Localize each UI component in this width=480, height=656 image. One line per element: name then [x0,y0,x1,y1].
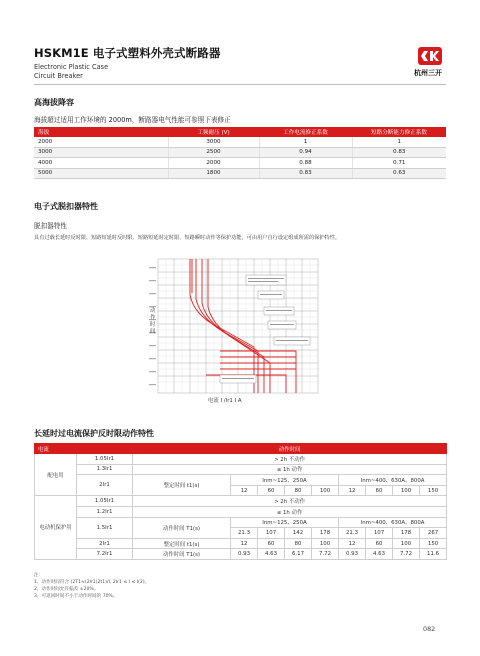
table-cell: 178 [393,528,420,539]
section-title-long-delay: 长延时过电流保护反时限动作特性 [34,429,154,438]
english-subtitle-line2: Circuit Breaker [34,72,83,80]
table-cell: 1.2Ir1 [77,506,133,517]
table-cell: 80 [285,538,312,549]
table-cell: 7.72 [393,549,420,560]
chart-x-axis-label: 电流 I /Ir1 I A [208,398,242,404]
table-cell: 2Ir1 [77,538,133,549]
table-row [35,464,447,475]
table-cell: 7.72 [312,549,339,560]
table-cell: > 2h 不动作 [133,454,447,465]
table-row [35,454,447,465]
table-cell: 100 [393,538,420,549]
table-cell: 107 [258,528,285,539]
table-cell: 142 [285,528,312,539]
table-cell: 1 [259,137,352,147]
table-cell: 11.6 [420,549,447,560]
table-cell: 60 [258,538,285,549]
english-subtitle-line1: Electronic Plastic Case [34,63,109,71]
table-cell: 4000 [34,158,168,169]
table-row [35,496,447,507]
table-cell: 4.63 [258,549,285,560]
table-cell: ≤ 1h 动作 [133,506,447,517]
table-header-row [34,127,446,137]
table-cell: 0.94 [259,147,352,158]
table-cell: 0.83 [259,168,352,179]
table-cell: 1800 [168,168,259,179]
trip-curve-chart [146,255,324,405]
table-row [34,168,446,179]
table-cell: > 2h 不动作 [133,496,447,507]
section-title-release: 电子式脱扣器特性 [34,202,98,211]
table-cell: 1.05Ir1 [77,496,133,507]
table-row [35,517,447,528]
table-cell: ≤ 1h 动作 [133,464,447,475]
company-name: 杭州三开 [414,69,442,77]
row-group-label: 电动机保护用 [35,496,77,560]
note-line: 2、动作时间允许偏差 ±20%。 [34,587,99,592]
table-cell: 0.63 [352,168,446,179]
page-number: 082 [423,625,436,633]
table-cell: 3000 [168,137,259,147]
column-header: 工作电流修正系数 [259,127,352,137]
table-cell: 21.3 [339,528,366,539]
table-cell: Inm~400、630A、800A [339,475,447,486]
table-cell: 1.5Ir1 [77,517,133,538]
table-cell: 107 [366,528,393,539]
table-cell: 2000 [34,137,168,147]
table-cell: 60 [366,538,393,549]
chart-y-axis-label: 动作时间 [150,308,156,335]
note-line: 1、动作时间符合 (2T1≈(2Ir1)2t1)/I, 2Ir1 ≤ I ≤ I(2)。 [34,580,150,585]
table-cell: Inm~400、630A、800A [339,517,447,528]
table-cell: 0.71 [352,158,446,169]
table-cell: 2Ir1 [77,475,133,496]
table-cell: 12 [339,485,366,496]
table-cell: 2500 [168,147,259,158]
table-cell: 12 [339,538,366,549]
table-cell: 267 [420,528,447,539]
table-cell: 12 [231,538,258,549]
table-row [35,538,447,549]
header-divider [34,84,446,85]
altitude-intro: 海拔超过适用工作环境的 2000m，断路器电气性能可参照下表修正 [34,116,231,124]
table-cell: 2000 [168,158,259,169]
column-header: 工频耐压 (V) [168,127,259,137]
table-row [34,137,446,147]
table-cell: 7.2Ir1 [77,549,133,560]
table-cell: 100 [312,485,339,496]
table-cell: 21.3 [231,528,258,539]
table-cell: 动作时间 T1(s) [133,549,231,560]
altitude-table [34,127,446,179]
table-cell: 150 [420,538,447,549]
section-title-altitude: 高海拔降容 [34,98,74,107]
release-description: 具有过载长延时反时限、短路短延时反时限、短路短延时定时限、短路瞬时动作等保护功能，可由用户自行设定组成所需的保护特性。 [34,235,341,241]
table-cell: 动作时间 T1(s) [133,517,231,538]
table-cell: 100 [393,485,420,496]
table-cell: 150 [420,485,447,496]
column-header: 电流 [35,444,133,454]
table-header-row [35,444,447,454]
table-cell: 4.63 [366,549,393,560]
table-cell: 5000 [34,168,168,179]
row-group-label: 配电用 [35,454,77,496]
note-heading: 注： [34,573,44,578]
table-cell: 0.83 [352,147,446,158]
table-cell: 整定时间 t1(s) [133,538,231,549]
release-subtitle: 脱扣器特性 [34,222,67,230]
table-cell: 12 [231,485,258,496]
table-cell: 60 [258,485,285,496]
table-cell: 1.3Ir1 [77,464,133,475]
table-cell: 3000 [34,147,168,158]
table-row [34,147,446,158]
table-cell: 1.05Ir1 [77,454,133,465]
table-cell: 1 [352,137,446,147]
table-cell: 0.93 [339,549,366,560]
table-row [35,549,447,560]
company-logo-icon [417,46,443,66]
note-line: 3、可返回时间不小于动作时间的 70%。 [34,594,118,599]
column-header: 短路分断能力修正系数 [352,127,446,137]
column-header: 海拔 [34,127,168,137]
table-cell: 0.88 [259,158,352,169]
column-header: 动作时间 [133,444,447,454]
table-cell: 100 [312,538,339,549]
table-row [35,506,447,517]
long-delay-table [34,443,447,560]
footnotes [34,572,149,600]
table-row [35,475,447,486]
table-row [34,158,446,169]
page-title: HSKM1E 电子式塑料外壳式断路器 [34,46,221,60]
table-cell: 60 [366,485,393,496]
table-cell: 80 [285,485,312,496]
table-cell: Inm~125、250A [231,475,339,486]
table-cell: 0.93 [231,549,258,560]
table-cell: 178 [312,528,339,539]
table-cell: 6.17 [285,549,312,560]
table-cell: 整定时间 t1(s) [133,475,231,496]
table-cell: Inm~125、250A [231,517,339,528]
